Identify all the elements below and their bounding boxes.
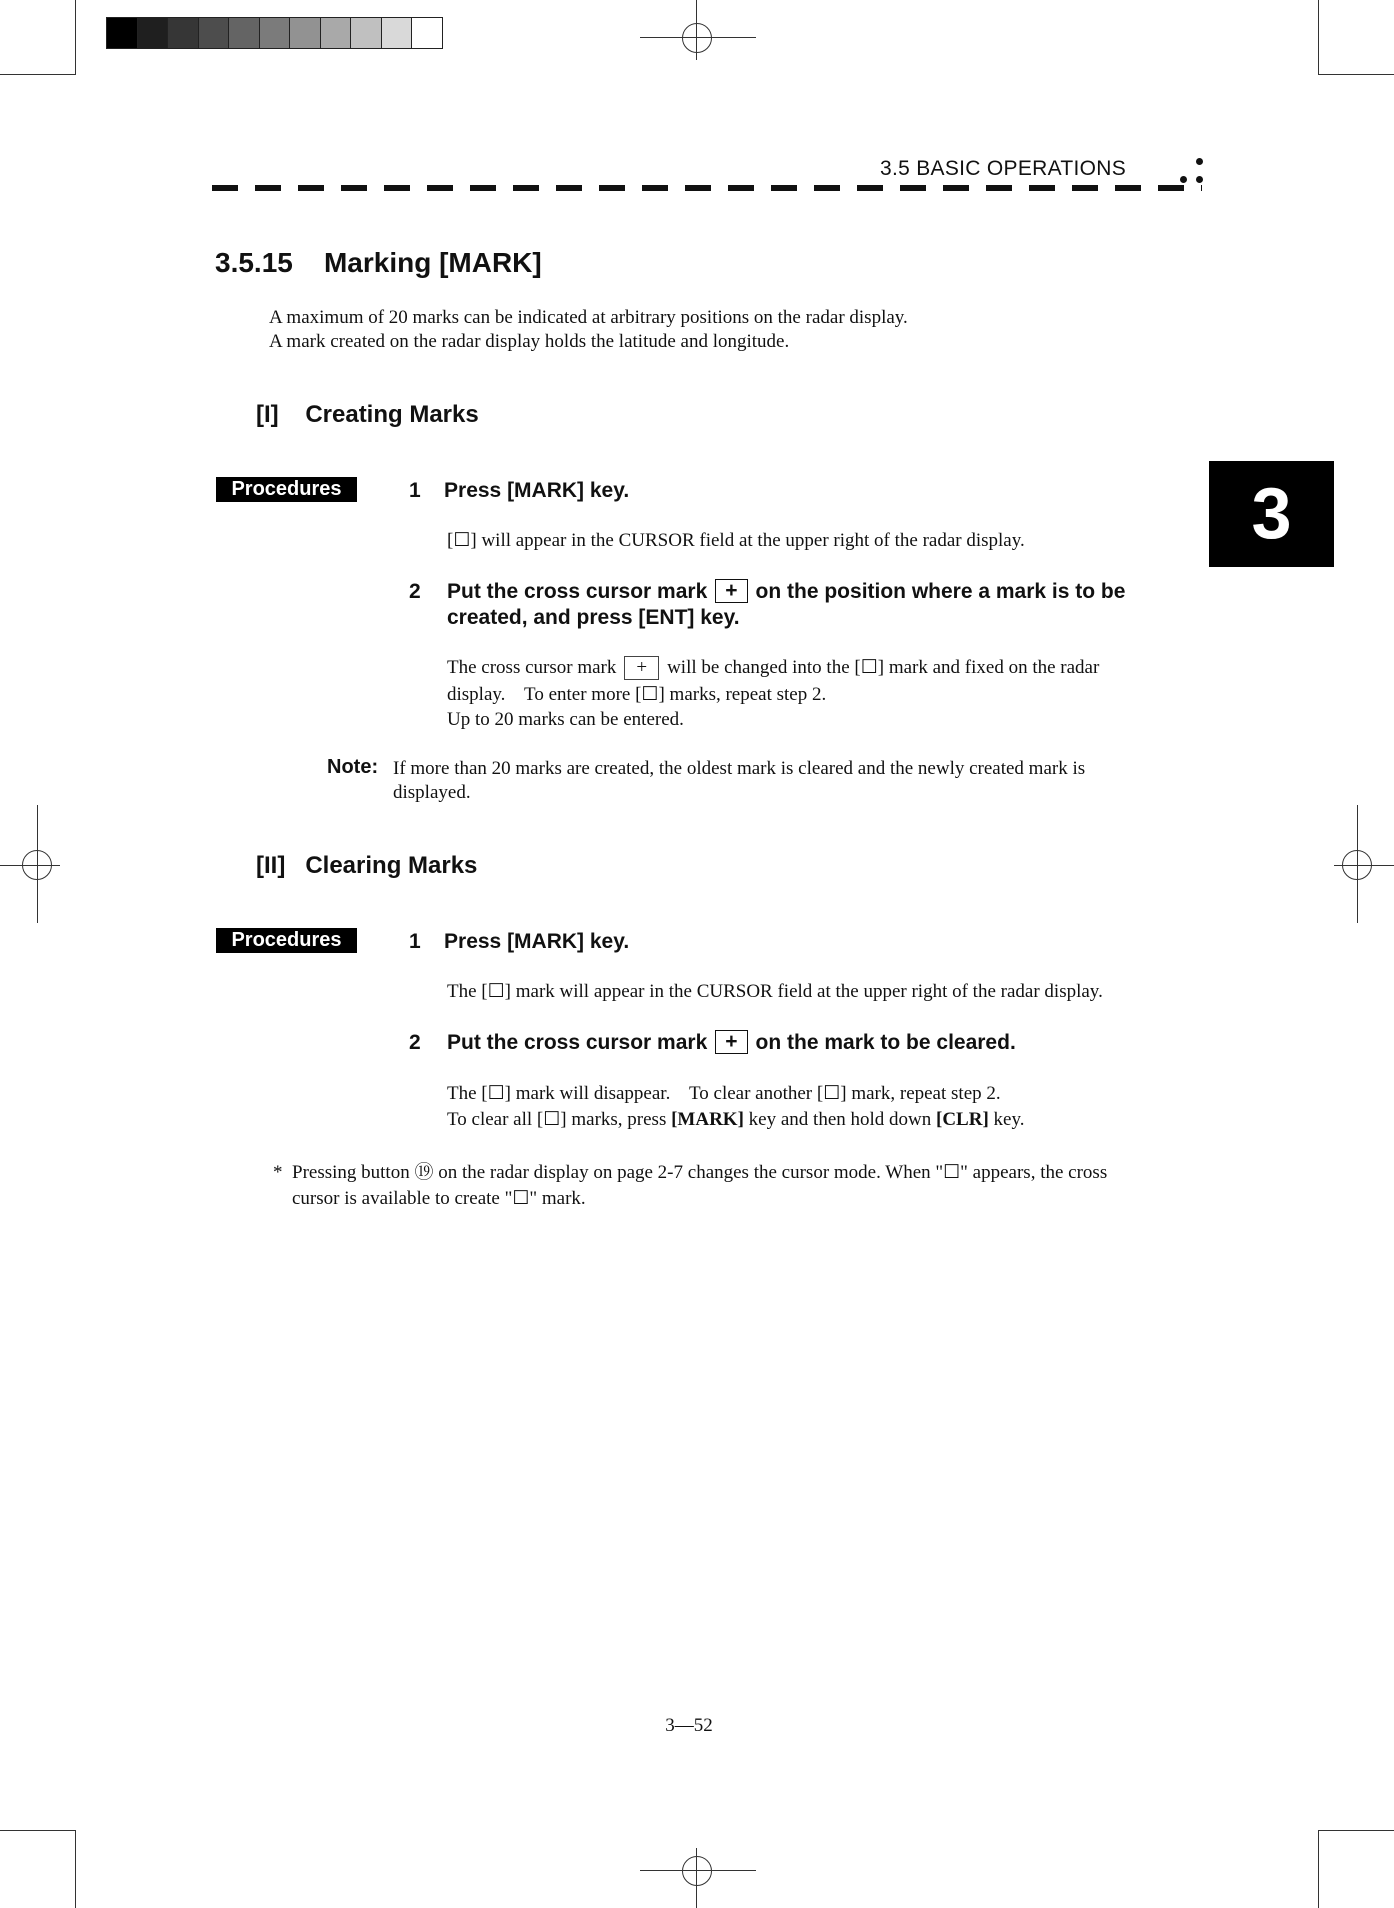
desc-text: To clear all [☐] marks, press — [447, 1109, 672, 1130]
cross-cursor-mark-icon: + — [624, 656, 659, 680]
grayscale-swatch — [381, 18, 412, 48]
crop-mark — [0, 74, 75, 75]
desc-text: key. — [988, 1109, 1025, 1130]
grayscale-swatch — [198, 18, 229, 48]
grayscale-swatch — [107, 18, 137, 48]
section-title: 3.5.15 Marking [MARK] — [215, 247, 542, 278]
mark-key-ref: [MARK] — [671, 1109, 744, 1130]
footnote-star: * — [273, 1162, 283, 1183]
footnote-line: cursor is available to create "☐" mark. — [292, 1188, 586, 1209]
intro-line: A maximum of 20 marks can be indicated at arbitrary positions on the radar display. — [269, 307, 908, 328]
registration-target — [1342, 850, 1372, 880]
step-2-desc-b — [447, 1107, 1024, 1133]
crop-mark — [1318, 74, 1394, 75]
header-dot — [1196, 158, 1203, 165]
grayscale-swatch — [411, 18, 442, 48]
intro-line: A mark created on the radar display holds the latitude and longitude. — [269, 331, 790, 352]
running-header: 3.5 BASIC OPERATIONS — [880, 157, 1127, 180]
registration-target — [22, 850, 52, 880]
crop-mark — [75, 0, 76, 75]
grayscale-swatch — [259, 18, 290, 48]
step-2-desc-b: will be changed into the [☐] mark and fixed on the radar — [667, 657, 1100, 678]
header-dot — [1180, 176, 1187, 183]
desc-text: key and then hold down — [743, 1109, 936, 1130]
crop-mark — [75, 1830, 76, 1908]
note-text: displayed. — [393, 782, 471, 803]
grayscale-swatch — [167, 18, 198, 48]
step-1-desc: [☐] will appear in the CURSOR field at the upper right of the radar display. — [447, 530, 1025, 551]
step-1-label: 1 Press [MARK] key. — [409, 479, 630, 502]
crop-mark — [1318, 0, 1319, 75]
note-label: Note: — [327, 756, 379, 778]
cross-cursor-mark-icon: + — [715, 1030, 747, 1054]
grayscale-calibration-bar — [106, 17, 443, 49]
header-dashed-rule — [212, 185, 1202, 191]
subsection-title-clearing: [II] Clearing Marks — [256, 852, 478, 879]
registration-target — [682, 1856, 712, 1886]
cross-cursor-mark-icon: + — [715, 579, 747, 603]
subsection-title-creating: [I] Creating Marks — [256, 401, 479, 428]
grayscale-swatch — [320, 18, 351, 48]
header-dot — [1196, 176, 1203, 183]
grayscale-swatch — [350, 18, 381, 48]
step-2-label — [447, 578, 1125, 605]
step-2-desc-d: Up to 20 marks can be entered. — [447, 709, 684, 730]
step-2-desc-a: The [☐] mark will disappear. To clear another [☐] mark, repeat step 2. — [447, 1083, 1001, 1104]
step-2-label-c: created, and press [ENT] key. — [447, 606, 740, 629]
footnote-line: Pressing button ⑲ on the radar display on page 2-7 changes the cursor mode. When "☐" appears, the cross — [292, 1162, 1108, 1183]
note-text: If more than 20 marks are created, the oldest mark is cleared and the newly created mark is — [393, 758, 1086, 779]
clr-key-ref: [CLR] — [936, 1109, 989, 1130]
step-2-number: 2 — [409, 1031, 421, 1054]
crop-mark — [1318, 1830, 1394, 1831]
crop-mark — [0, 1830, 75, 1831]
step-2-label-a: Put the cross cursor mark — [447, 580, 708, 603]
registration-target — [682, 23, 712, 53]
page-number: 3—52 — [665, 1715, 713, 1736]
grayscale-swatch — [228, 18, 259, 48]
step-2-label-b: on the mark to be cleared. — [755, 1031, 1016, 1054]
procedures-badge: Procedures — [216, 477, 357, 502]
procedures-badge: Procedures — [216, 928, 357, 953]
step-2-desc-a: The cross cursor mark — [447, 657, 617, 678]
grayscale-swatch — [137, 18, 168, 48]
grayscale-swatch — [289, 18, 320, 48]
step-2-desc-c: display. To enter more [☐] marks, repeat step 2. — [447, 684, 827, 705]
step-1-label: 1 Press [MARK] key. — [409, 930, 630, 953]
step-1-desc: The [☐] mark will appear in the CURSOR field at the upper right of the radar display. — [447, 981, 1103, 1002]
chapter-tab: 3 — [1209, 461, 1334, 567]
step-2-desc — [447, 655, 1099, 681]
step-2-label — [447, 1029, 1016, 1056]
step-2-label-b: on the position where a mark is to be — [755, 580, 1126, 603]
step-2-label-a: Put the cross cursor mark — [447, 1031, 708, 1054]
crop-mark — [1318, 1830, 1319, 1908]
step-2-number: 2 — [409, 580, 421, 603]
